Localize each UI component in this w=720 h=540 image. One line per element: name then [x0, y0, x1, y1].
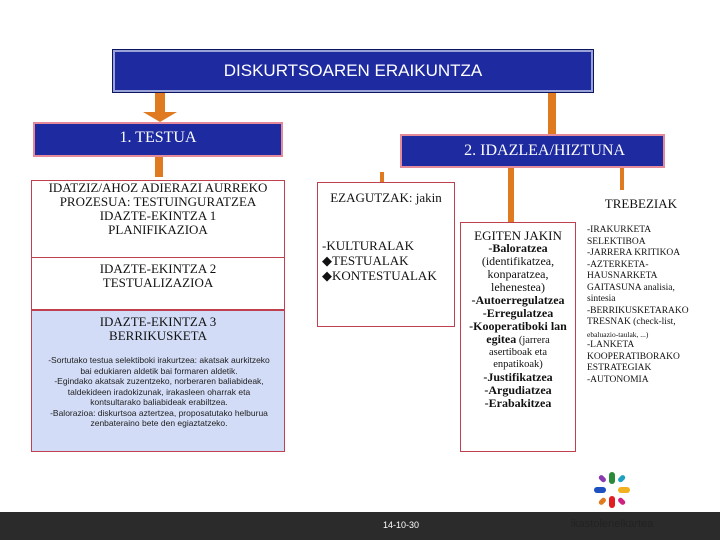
skill-item: sintesia	[587, 294, 616, 304]
skill-item: -JARRERA KRITIKOA	[587, 248, 681, 258]
stage1-planning	[31, 180, 285, 257]
know-how-header: EGITEN JAKIN	[474, 228, 562, 243]
diagram-title: DISKURTSOAREN ERAIKUNTZA	[113, 50, 593, 92]
stage3-title	[31, 315, 285, 343]
know-how-item: asertiboak eta	[488, 347, 547, 358]
knowledge-item: -KULTURALAK	[322, 238, 414, 253]
know-how-item: -Erregulatzea	[482, 306, 554, 320]
knowledge-list	[322, 238, 452, 283]
know-how-item: -Kooperatiboki lan	[469, 319, 567, 333]
skill-item: -IRAKURKETA	[587, 225, 652, 235]
stage3-description	[36, 355, 282, 429]
skill-item: -AZTERKETA-	[587, 259, 649, 270]
stage1-line: PLANIFIKAZIOA	[108, 222, 208, 237]
desc-line: bai edukiaren aldetik bai formaren aldetik.	[80, 365, 238, 376]
stage-divider	[31, 257, 285, 258]
skills-header: TREBEZIAK	[604, 196, 677, 211]
stage1-line: IDATZIZ/AHOZ ADIERAZI AURREKO	[48, 180, 268, 195]
skill-item: ESTRATEGIAK	[587, 363, 652, 373]
stage3-title-line: BERRIKUSKETA	[109, 328, 207, 343]
stage1-line: IDAZTE-EKINTZA 1	[99, 208, 217, 223]
stage3-title-line: IDAZTE-EKINTZA 3	[99, 314, 217, 329]
skill-item: TRESNAK (check-list,	[587, 317, 676, 327]
know-how-item: lehenestea)	[491, 280, 545, 294]
section1-down-connector	[155, 157, 163, 177]
skill-item: HAUSNARKETA	[587, 271, 658, 281]
desc-line: zenbateraino bete den egiaztatzeko.	[90, 418, 228, 428]
desc-line: -Sortutako testua selektiboki irakurtzea: akatsak aurkitzeko	[48, 355, 270, 365]
know-how-text	[462, 229, 574, 410]
know-how-item: enpatikoak)	[493, 359, 543, 370]
desc-line: -Balorazioa: diskurtsoa aztertzea, proposatutako helburua	[50, 407, 268, 418]
skill-item: GAITASUNA analisia,	[587, 282, 675, 293]
know-how-item-part: (jarrera	[516, 335, 550, 346]
stage2-line: TESTUALIZAZIOA	[102, 275, 214, 290]
know-how-item: -Autoerregulatzea	[471, 293, 565, 307]
know-how-item: -Baloratzea	[488, 241, 548, 255]
skill-item: KOOPERATIBORAKO	[587, 351, 680, 362]
skill-item: -LANKETA	[587, 340, 635, 350]
desc-line: kontsultarako baliabideak erabiltzea.	[90, 397, 228, 407]
knowledge-header: EZAGUTZAK: jakin	[330, 190, 442, 205]
footer-date: 14-10-30	[383, 520, 420, 530]
know-how-item: (identifikatzea,	[481, 254, 555, 268]
know-how-item-part: egitea	[486, 332, 517, 346]
section1-header: 1. TESTUA	[33, 122, 283, 157]
desc-line: -Egindako akatsak zuzentzeko, norberaren baliabideak,	[54, 376, 264, 386]
stage1-line: PROZESUA: TESTUINGURATZEA	[59, 194, 257, 209]
know-how-item: -Erabakitzea	[484, 396, 552, 410]
title-to-section1-connector	[143, 92, 177, 122]
title-to-section2-connector	[548, 92, 556, 134]
skill-item: ebaluazio-taulak, ...)	[587, 329, 649, 339]
skill-item: -AUTONOMIA	[587, 374, 649, 385]
stage2-textualization	[31, 262, 285, 302]
know-how-item	[462, 333, 574, 347]
skill-item: -BERRIKUSKETARAKO	[587, 305, 689, 316]
stage2-line: IDAZTE-EKINTZA 2	[99, 261, 217, 276]
skill-item: SELEKTIBOA	[587, 236, 646, 247]
section2-header: 2. IDAZLEA/HIZTUNA	[400, 134, 665, 168]
know-how-item: -Justifikatzea	[483, 370, 553, 384]
know-how-item: konparatzea,	[487, 267, 549, 281]
know-how-item: -Argudiatzea	[484, 383, 552, 397]
knowledge-item: ◆TESTUALAK	[322, 253, 409, 268]
desc-line: taldekideen iradokizunak, irakasleen oharrak eta	[67, 386, 251, 397]
skills-list	[587, 225, 707, 386]
logo-text: ikastolenelkartea	[570, 518, 654, 530]
knowledge-item: ◆KONTESTUALAK	[322, 268, 437, 283]
